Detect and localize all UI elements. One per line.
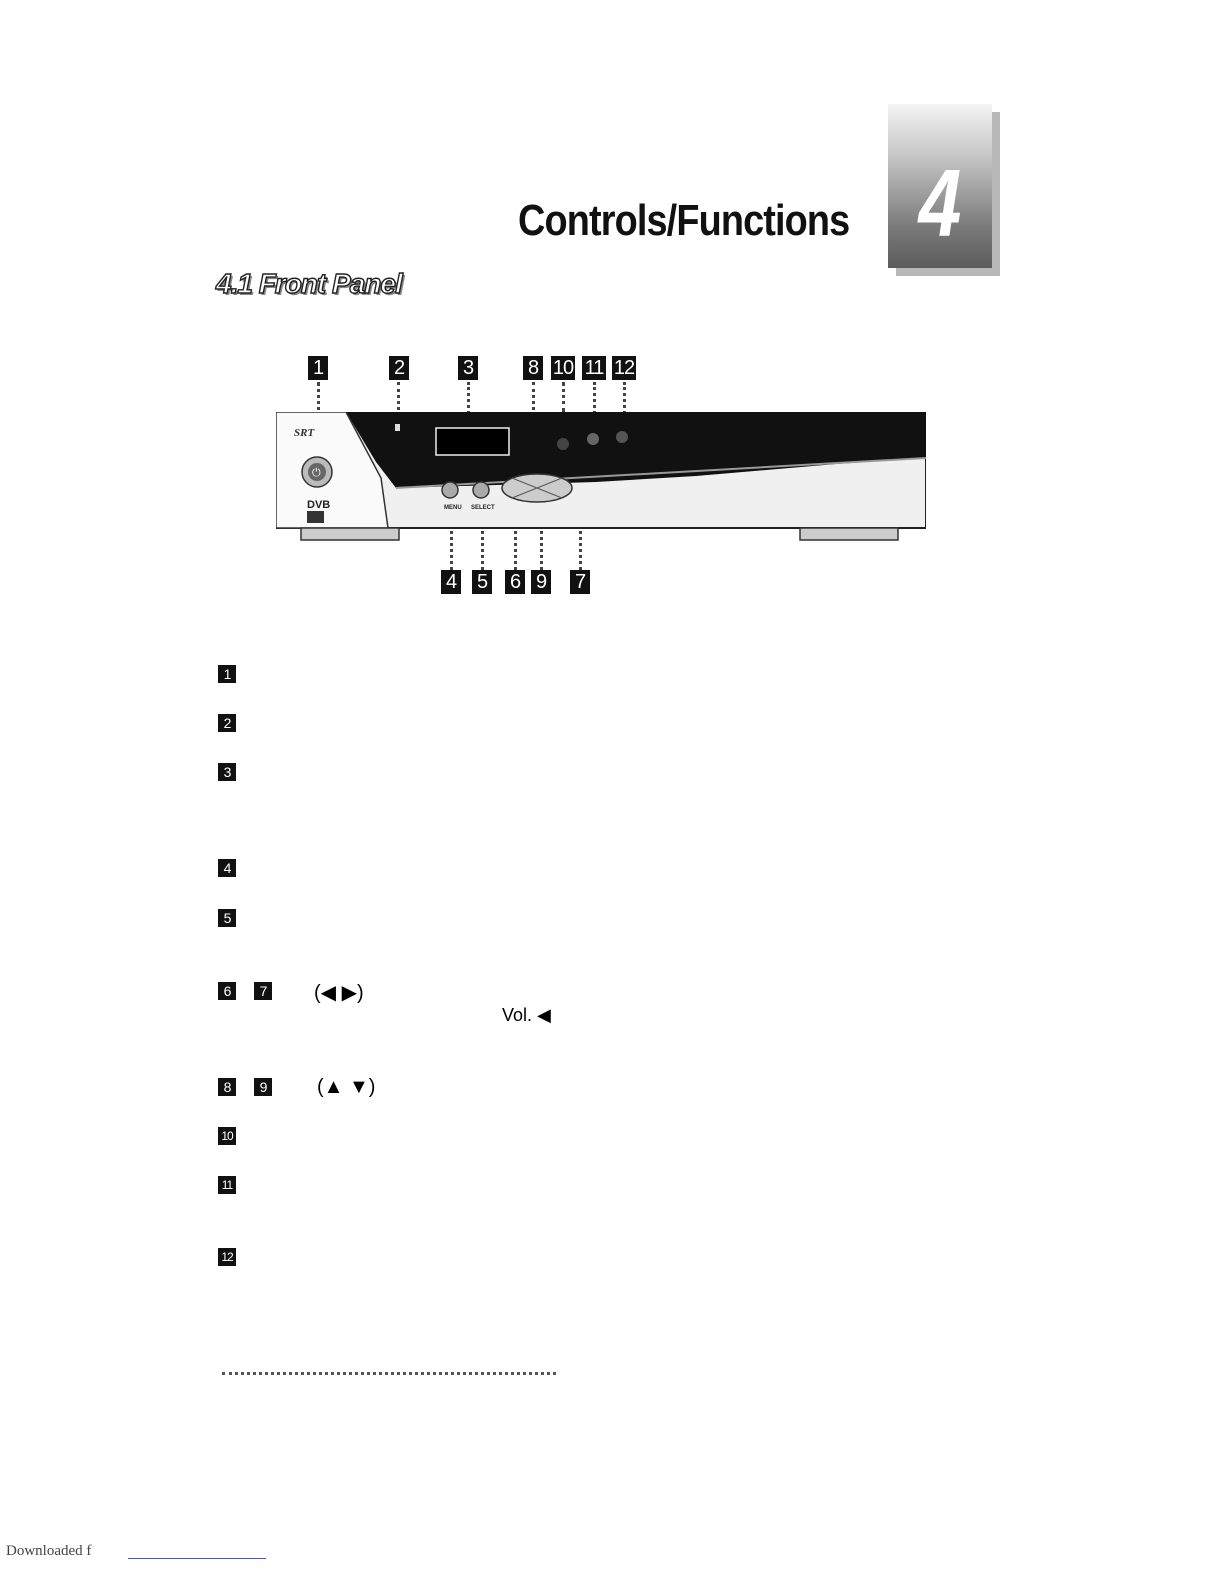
dvb-logo: DVB [307, 499, 331, 511]
callout-1: 1 [308, 356, 328, 380]
chapter-number: 4 [918, 150, 962, 257]
power-icon: ⏻ [312, 467, 321, 479]
desc-marker-9: 9 [254, 1078, 272, 1096]
up-down-arrows: (▲ ▼) [317, 1076, 376, 1098]
callout-7: 7 [570, 570, 590, 594]
footer-link[interactable] [128, 1558, 266, 1559]
select-label: SELECT [471, 505, 495, 511]
chapter-tab [888, 104, 992, 268]
desc-marker-3: 3 [218, 763, 236, 781]
desc-marker-12: 12 [218, 1248, 236, 1266]
desc-marker-6: 6 [218, 982, 236, 1000]
receiver-front-panel [276, 412, 926, 542]
desc-marker-2: 2 [218, 714, 236, 732]
brand-logo: SRT [294, 427, 315, 439]
desc-marker-4: 4 [218, 859, 236, 877]
chapter-title: Controls/Functions [518, 196, 850, 245]
desc-marker-1: 1 [218, 665, 236, 683]
callout-12: 12 [613, 357, 635, 379]
callout-9: 9 [531, 570, 551, 594]
left-right-arrows: (◀ ▶) [314, 982, 364, 1004]
vol-label: Vol. ◀ [502, 1005, 551, 1025]
callout-2: 2 [389, 356, 409, 380]
callout-6: 6 [505, 570, 525, 594]
callout-5: 5 [472, 570, 492, 594]
desc-marker-8: 8 [218, 1078, 236, 1096]
callout-8: 8 [523, 356, 543, 380]
section-heading: 4.1 Front Panel [216, 268, 402, 299]
desc-marker-11: 11 [218, 1176, 236, 1194]
menu-label: MENU [444, 505, 462, 511]
callout-10: 10 [552, 357, 574, 379]
desc-marker-5: 5 [218, 909, 236, 927]
footer-text: Downloaded f [6, 1543, 92, 1559]
desc-marker-10: 10 [218, 1127, 236, 1145]
dotted-rule [222, 1372, 556, 1375]
callout-4: 4 [441, 570, 461, 594]
callout-11: 11 [582, 356, 606, 380]
leader-line-10 [562, 382, 565, 412]
callout-3: 3 [458, 356, 478, 380]
desc-marker-7: 7 [254, 982, 272, 1000]
